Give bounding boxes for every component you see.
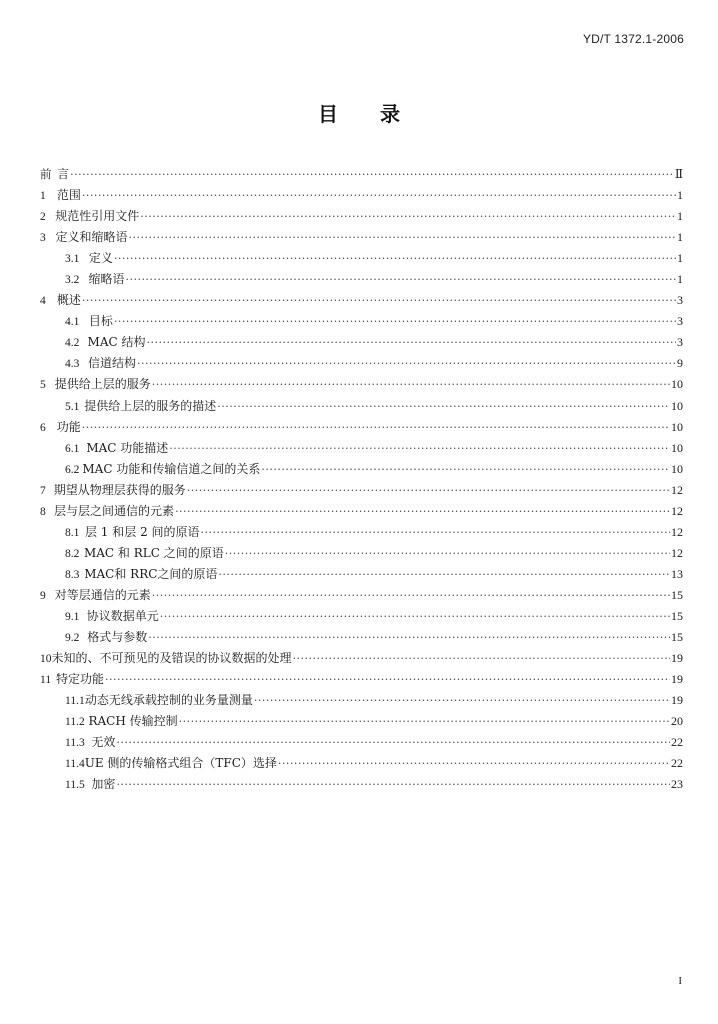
leader-dots (254, 690, 670, 711)
toc-entry-2[interactable] (40, 206, 683, 227)
toc-entry-number: 4.1 (65, 316, 80, 329)
leader-dots (201, 522, 670, 543)
toc-entry-number: 5 (40, 379, 46, 392)
toc-entry-number: 6.2 (65, 463, 80, 476)
toc-entry-number: 7 (40, 484, 46, 497)
toc-entry-8-3[interactable] (40, 564, 683, 585)
toc-entry-label: 无效 (91, 735, 116, 750)
toc-entry-label: 协议数据单元 (86, 608, 159, 623)
leader-dots (225, 543, 670, 564)
toc-entry-number: 3 (40, 232, 46, 245)
footer-page-number: I (678, 975, 682, 987)
toc-entry-label: 格式与参数 (87, 630, 148, 645)
toc-entry-number: 11.2 (65, 716, 85, 729)
toc-entry-9[interactable] (40, 585, 683, 606)
toc-entry-6[interactable] (40, 417, 683, 438)
toc-entry-page: 23 (671, 777, 683, 792)
toc-entry-page: 1 (677, 251, 683, 266)
toc-entry-page: 1 (677, 209, 683, 224)
leader-dots (146, 332, 676, 353)
leader-dots (152, 374, 670, 395)
toc-entry-page: 10 (671, 419, 683, 434)
toc-entry-label: 言 (57, 167, 70, 181)
toc-entry-number: 5.1 (65, 400, 80, 413)
document-code: YD/T 1372.1-2006 (582, 32, 684, 46)
toc-entry-10[interactable] (40, 648, 683, 669)
toc-entry-page: 19 (671, 693, 683, 708)
toc-entry-9-1[interactable] (40, 606, 683, 627)
toc-entry-number: 3.1 (65, 253, 80, 266)
toc-entry-number: 8.2 (65, 547, 80, 560)
title-char-2: 录 (380, 102, 400, 126)
toc-entry-number: 前 (40, 169, 52, 181)
toc-entry-number: 8.1 (65, 526, 80, 539)
toc-entry-label: MAC 功能和传输信道之间的关系 (82, 461, 261, 476)
toc-entry-page: 15 (671, 630, 683, 645)
toc-entry-number: 9 (40, 589, 46, 602)
leader-dots (82, 185, 676, 206)
toc-entry-page: 1 (677, 188, 683, 203)
toc-entry-number: 9.2 (65, 632, 80, 645)
toc-entry-label: 定义和缩略语 (55, 230, 128, 245)
toc-entry-label: 定义 (88, 251, 113, 266)
toc-entry-label: 对等层通信的元素 (54, 587, 151, 602)
toc-entry-page: 22 (671, 735, 683, 750)
toc-entry-label: MAC 和 RLC 之间的原语 (83, 545, 224, 560)
toc-entry-label: 期望从物理层获得的服务 (53, 482, 186, 497)
leader-dots (125, 269, 676, 290)
toc-entry-4[interactable] (40, 290, 683, 311)
toc-entry-page: 10 (671, 461, 683, 476)
leader-dots (140, 206, 676, 227)
toc-entry-label: 层 1 和层 2 间的原语 (84, 524, 200, 539)
toc-entry-3-1[interactable] (40, 248, 683, 269)
toc-entry-page: 15 (671, 608, 683, 623)
toc-entry-label: 规范性引用文件 (55, 209, 140, 224)
toc-entry-page: 12 (671, 545, 683, 560)
table-of-contents (40, 164, 683, 795)
title-char-1: 目 (318, 102, 338, 126)
toc-entry-page: 19 (671, 672, 683, 687)
toc-entry-number: 10 (40, 653, 52, 666)
toc-entry-number: 8 (40, 505, 46, 518)
toc-entry-11-3[interactable] (40, 732, 683, 753)
leader-dots (160, 606, 670, 627)
leader-dots (261, 459, 670, 480)
toc-entry-4-1[interactable] (40, 311, 683, 332)
leader-dots (218, 564, 670, 585)
leader-dots (187, 480, 670, 501)
toc-entry-number: 4.3 (65, 358, 80, 371)
toc-entry-4-3[interactable] (40, 353, 683, 374)
toc-entry-label: MAC 结构 (87, 335, 146, 350)
toc-entry-5-1[interactable] (40, 396, 683, 417)
toc-entry-label: 未知的、不可预见的及错误的协议数据的处理 (51, 651, 292, 666)
toc-entry-number: 3.2 (65, 274, 80, 287)
toc-entry-label: 提供给上层的服务 (54, 377, 151, 392)
toc-entry-page: 12 (671, 482, 683, 497)
toc-entry-page: 10 (671, 440, 683, 455)
toc-entry-11-1[interactable] (40, 690, 683, 711)
toc-entry-page: 1 (677, 272, 683, 287)
toc-entry-page: 3 (677, 293, 683, 308)
toc-entry-page: 12 (671, 503, 683, 518)
toc-entry-page: 13 (671, 566, 683, 581)
toc-entry-3[interactable] (40, 227, 683, 248)
toc-entry-page: 10 (671, 398, 683, 413)
toc-entry-8-2[interactable] (40, 543, 683, 564)
toc-entry-number: 11.1 (65, 695, 85, 708)
toc-entry-page: 19 (671, 651, 683, 666)
leader-dots (129, 227, 676, 248)
toc-entry-8[interactable] (40, 501, 683, 522)
toc-entry-label: 缩略语 (88, 272, 125, 287)
leader-dots (82, 290, 676, 311)
toc-entry-5[interactable] (40, 374, 683, 395)
toc-entry-label: 概述 (56, 293, 81, 308)
toc-entry-9-2[interactable] (40, 627, 683, 648)
toc-entry-11[interactable] (40, 669, 683, 690)
toc-entry-6-2[interactable] (40, 459, 683, 480)
toc-entry-page: 9 (677, 356, 683, 371)
toc-entry-page: 20 (671, 714, 683, 729)
toc-entry-page: 12 (671, 524, 683, 539)
leader-dots (293, 648, 670, 669)
leader-dots (217, 396, 670, 417)
leader-dots (152, 585, 670, 606)
toc-entry-page: Ⅱ (674, 167, 683, 181)
leader-dots (278, 753, 670, 774)
toc-entry-page: 10 (671, 377, 683, 392)
leader-dots (148, 627, 670, 648)
toc-entry-page: 15 (671, 587, 683, 602)
toc-entry-11-5[interactable] (40, 774, 683, 795)
leader-dots (137, 353, 676, 374)
leader-dots (82, 417, 670, 438)
toc-entry-label: MAC和 RRC之间的原语 (84, 566, 218, 581)
toc-entry-7[interactable] (40, 480, 683, 501)
leader-dots (169, 438, 670, 459)
toc-entry-4-2[interactable] (40, 332, 683, 353)
toc-entry-number: 1 (40, 190, 46, 203)
toc-entry-1[interactable] (40, 185, 683, 206)
toc-entry-number: 11.5 (65, 779, 85, 792)
page-title (0, 98, 718, 127)
toc-entry-number: 11 (40, 674, 52, 687)
toc-entry-label: 信道结构 (87, 356, 136, 371)
toc-entry-label: 动态无线承载控制的业务量测量 (84, 693, 253, 708)
toc-entry-number: 2 (40, 211, 46, 224)
toc-entry-number: 6.1 (65, 442, 80, 455)
toc-entry-6-1[interactable] (40, 438, 683, 459)
leader-dots (70, 164, 674, 185)
toc-entry-3-2[interactable] (40, 269, 683, 290)
toc-entry-label: 特定功能 (56, 672, 105, 687)
leader-dots (179, 711, 670, 732)
toc-entry-label: UE 侧的传输格式组合（TFC）选择 (84, 756, 277, 771)
leader-dots (116, 732, 670, 753)
toc-entry-label: 加密 (91, 777, 116, 792)
toc-entry-number: 4 (40, 295, 46, 308)
toc-entry-11-4[interactable] (40, 753, 683, 774)
toc-entry-number: 8.3 (65, 568, 80, 581)
toc-entry-label: 层与层之间通信的元素 (54, 503, 175, 518)
toc-entry-page: 1 (677, 230, 683, 245)
leader-dots (114, 248, 676, 269)
toc-entry-number: 11.4 (65, 758, 85, 771)
toc-entry-label: 目标 (88, 314, 113, 329)
leader-dots (105, 669, 670, 690)
leader-dots (114, 311, 676, 332)
leader-dots (175, 501, 670, 522)
toc-entry-label: MAC 功能描述 (86, 440, 169, 455)
toc-entry-label: RACH 传输控制 (88, 714, 178, 729)
toc-entry-label: 范围 (56, 188, 81, 203)
toc-entry-number: 11.3 (65, 737, 85, 750)
toc-entry-number: 6 (40, 421, 46, 434)
toc-entry-label: 功能 (56, 419, 81, 434)
toc-entry-page: 3 (677, 314, 683, 329)
toc-entry-number: 4.2 (65, 337, 80, 350)
leader-dots (116, 774, 670, 795)
toc-entry-page: 3 (677, 335, 683, 350)
toc-entry-foreword[interactable] (40, 164, 683, 185)
toc-entry-11-2[interactable] (40, 711, 683, 732)
toc-entry-number: 9.1 (65, 610, 80, 623)
toc-entry-label: 提供给上层的服务的描述 (84, 398, 217, 413)
toc-entry-page: 22 (671, 756, 683, 771)
toc-entry-8-1[interactable] (40, 522, 683, 543)
